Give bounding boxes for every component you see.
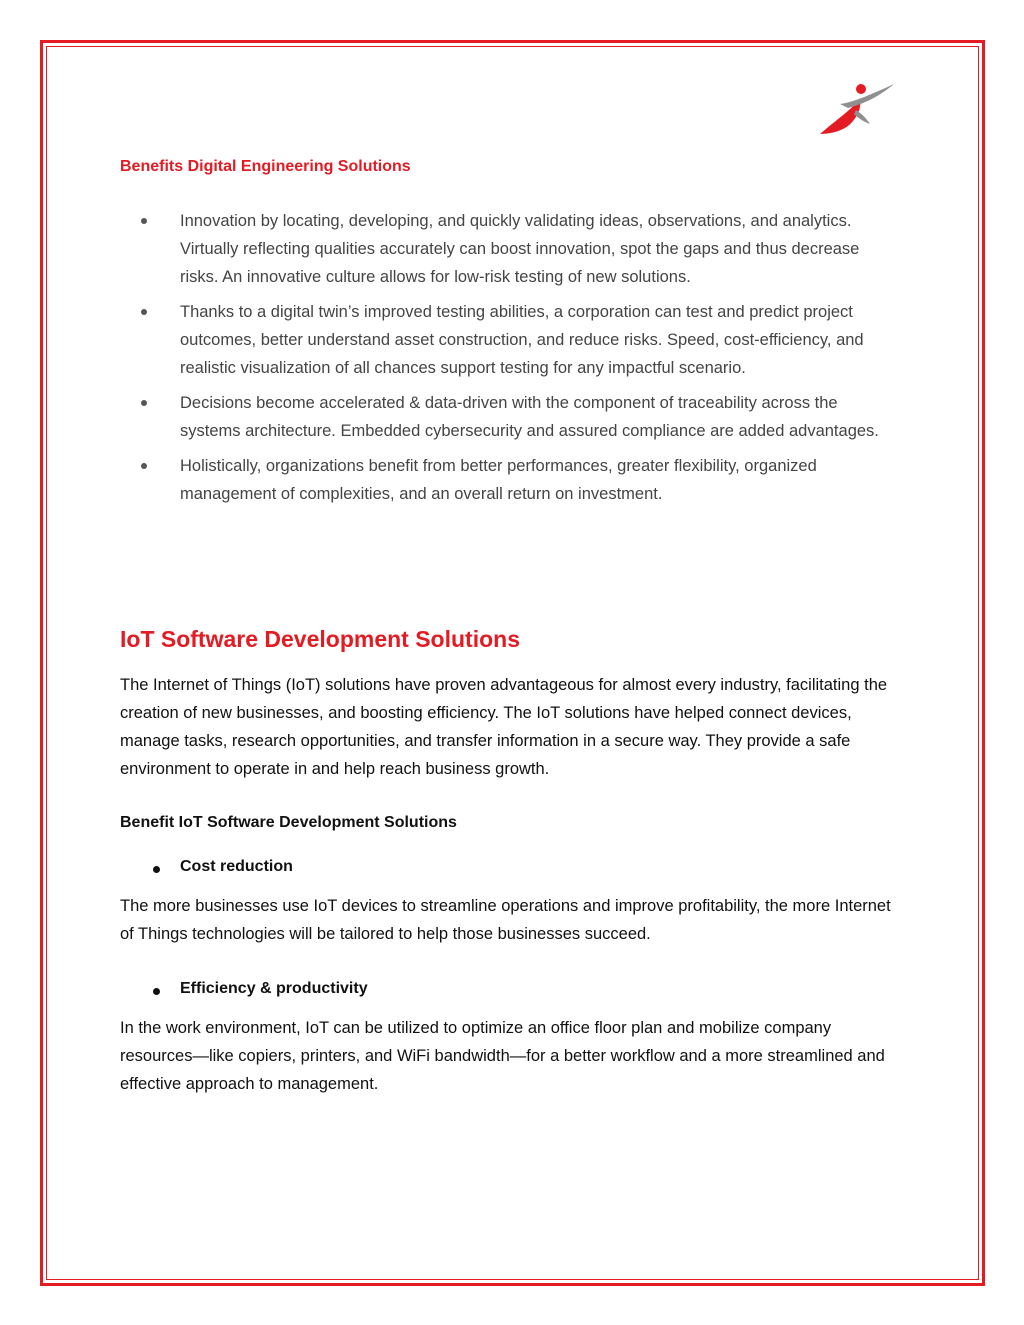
bullet-icon	[153, 866, 160, 873]
list-item: Thanks to a digital twin’s improved testing abilities, a corporation can test and predict project outcomes, better understand asset construction, and reduce risks. Speed, cost-efficiency, and realistic visualization of all chances support testing for any impactful scenario.	[120, 298, 900, 382]
benefit-cost-reduction-title: Cost reduction	[120, 858, 293, 876]
bullet-icon	[141, 400, 147, 406]
iot-benefits-heading: Benefit IoT Software Development Solutions	[120, 814, 457, 831]
benefit-cost-reduction-text: The more businesses use IoT devices to streamline operations and improve profitability, the more Internet of Things technologies will be tailored to help those businesses succeed.	[120, 897, 891, 943]
list-item: Innovation by locating, developing, and quickly validating ideas, observations, and analytics. Virtually reflecting qualities accurately can boost innovation, spot the gaps and thus decrease risks. An innovative culture allows for low-risk testing of new solutions.	[120, 207, 900, 291]
benefit-efficiency-title: Efficiency & productivity	[120, 980, 368, 998]
bullet-icon	[141, 218, 147, 224]
benefit-efficiency-text: In the work environment, IoT can be utilized to optimize an office floor plan and mobilize company resources—like copiers, printers, and WiFi bandwidth—for a better workflow and a more streamlined and effective approach to management.	[120, 1019, 885, 1093]
list-item: Decisions become accelerated & data-driven with the component of traceability across the systems architecture. Embedded cybersecurity and assured compliance are added advantages.	[120, 389, 900, 445]
bullet-icon	[153, 988, 160, 995]
bullet-icon	[141, 463, 147, 469]
company-logo-icon	[818, 80, 896, 138]
bullet-icon	[141, 309, 147, 315]
iot-section-title: IoT Software Development Solutions	[120, 626, 520, 652]
digital-benefits-list	[120, 207, 900, 515]
iot-intro-paragraph: The Internet of Things (IoT) solutions have proven advantageous for almost every industry, facilitating the creation of new businesses, and boosting efficiency. The IoT solutions have helped connect devices, manage tasks, research opportunities, and transfer information in a secure way. They provide a safe environment to operate in and help reach business growth.	[120, 676, 888, 778]
digital-benefits-heading: Benefits Digital Engineering Solutions	[120, 158, 411, 175]
list-item: Holistically, organizations benefit from better performances, greater flexibility, organized management of complexities, and an overall return on investment.	[120, 452, 900, 508]
